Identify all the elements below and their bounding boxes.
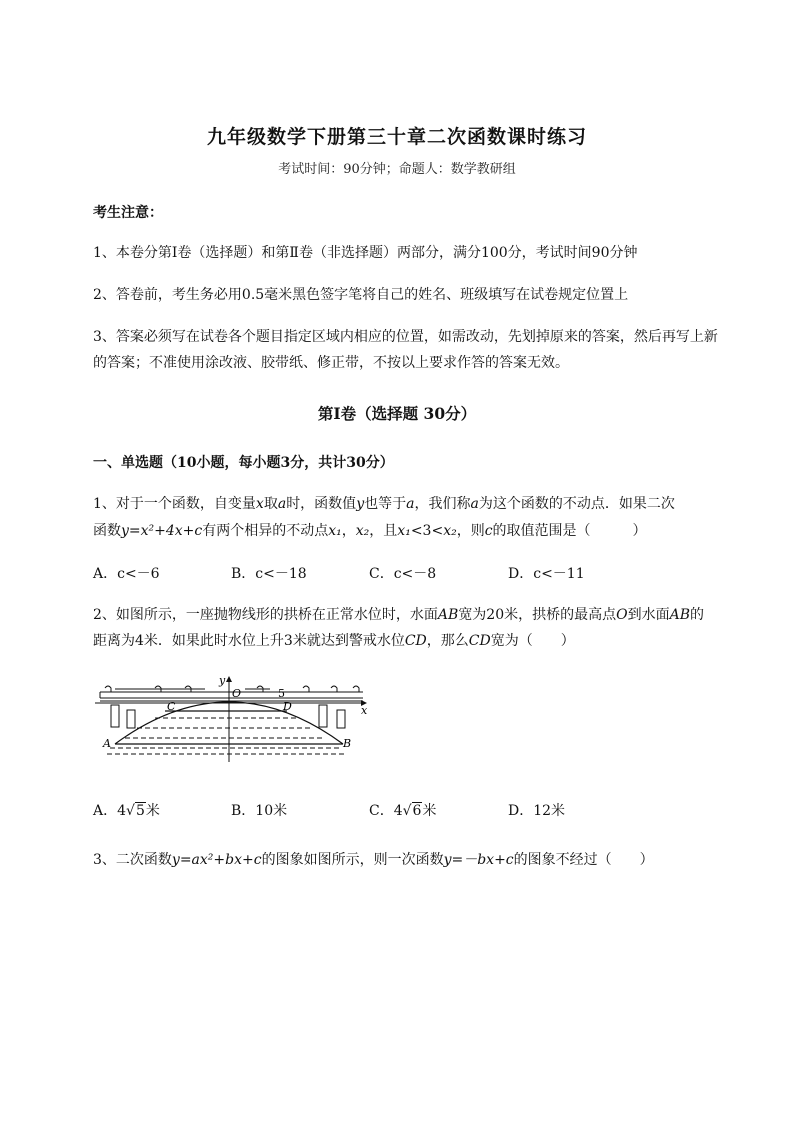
q1-text: 也等于 [364,496,407,512]
q1-option-b[interactable]: B．c<－18 [231,566,307,582]
q1-text: 时，函数值 [286,496,357,512]
q2-option-c[interactable] [369,800,436,820]
q1-text: ，我们称 [414,496,471,512]
q1-option-a[interactable]: A．c<－6 [93,566,160,582]
var-a: a [406,496,415,512]
section-title: 第Ⅰ卷（选择题 30分） [317,404,477,423]
exam-info: 考试时间：90分钟；命题人：数学教研组 [278,162,516,177]
label-y: y [219,674,226,687]
var-y: y [356,496,365,512]
q1-text: 取 [263,496,278,512]
q2-line-1 [93,604,704,624]
var-o: O [616,607,628,623]
var-x2: x₂ [355,523,370,539]
q1-text: 1、对于一个函数，自变量 [93,496,256,512]
y-axis-arrow [226,676,232,682]
var-a: a [470,496,479,512]
q2-text: 2、如图所示，一座抛物线形的拱桥在正常水位时，水面 [93,607,438,623]
q2-option-b[interactable]: B．10米 [231,803,288,819]
q1-text: ，且 [369,523,398,539]
q3-line [93,849,654,869]
q2-option-a[interactable] [93,800,160,820]
var-x1: x₁ [397,523,411,539]
notice-item-1: 1、本卷分第Ⅰ卷（选择题）和第Ⅱ卷（非选择题）两部分，满分100分，考试时间90分钟 [93,245,638,261]
page-title: 九年级数学下册第三十章二次函数课时练习 [206,126,587,148]
q2-option-d[interactable]: D．12米 [508,803,566,819]
var-c: c [484,523,493,539]
var-x2: x₂ [443,523,457,539]
option-text: 米 [145,803,160,819]
label-x: x [361,704,368,717]
radicand: 5 [135,803,145,819]
q2-text: 宽为20米，拱桥的最高点 [458,607,617,623]
option-text: 米 [422,803,437,819]
q3-text: 的图象不经过（ ） [513,852,654,868]
q1-text: 有两个相异的不动点 [202,523,329,539]
label-o: O [232,687,242,700]
q1-line-2 [93,520,647,540]
label-c: C [167,700,176,713]
q1-function: y=x²+4x+c [121,523,203,539]
q2-text: 到水面 [627,607,670,623]
q2-text: 的 [690,607,705,623]
q1-text: ，则 [456,523,485,539]
sqrt-symbol: √5 [126,803,145,819]
part-heading: 一、单选题（10小题，每小题3分，共计30分） [93,455,394,471]
label-five: 5 [278,687,285,700]
var-cd: CD [404,633,427,649]
option-text: C．4 [369,803,403,819]
var-x1: x₁ [328,523,342,539]
notice-item-3-line-1: 3、答案必须写在试卷各个题目指定区域内相应的位置，如需改动，先划掉原来的答案，然后再写上新 [93,329,718,345]
notice-item-3-line-2: 的答案；不准使用涂改液、胶带纸、修正带，不按以上要求作答的答案无效。 [93,355,569,371]
q3-text: 的图象如图所示，则一次函数 [261,852,444,868]
q2-text: 距离为4米．如果此时水位上升3米就达到警戒水位 [93,633,405,649]
bridge-figure [95,672,375,764]
q1-text: ， [341,523,356,539]
q1-option-c[interactable]: C．c<－8 [369,566,437,582]
q1-line-1 [93,493,675,513]
q3-linear: y=－bx+c [443,852,514,868]
radicand: 6 [412,803,422,819]
label-b: B [343,737,352,750]
q2-text: 宽为（ ） [490,633,575,649]
option-text: A．4 [93,803,127,819]
q3-text: 3、二次函数 [93,852,172,868]
notice-heading: 考生注意： [93,205,163,221]
q2-line-2 [93,630,575,650]
var-cd: CD [468,633,491,649]
q3-quadratic: y=ax²+bx+c [171,852,262,868]
var-ab: AB [669,607,691,623]
sqrt-symbol: √6 [402,803,422,819]
q1-text: 的取值范围是（ ） [492,523,647,539]
q1-text: 为这个函数的不动点．如果二次 [478,496,675,512]
var-ab: AB [437,607,459,623]
var-x: x [255,496,264,512]
notice-item-2: 2、答卷前，考生务必用0.5毫米黑色签字笔将自己的姓名、班级填写在试卷规定位置上 [93,287,629,303]
q1-option-d[interactable]: D．c<－11 [508,566,585,582]
q2-text: ，那么 [426,633,469,649]
var-a: a [277,496,287,512]
label-a: A [103,737,111,750]
q1-text: 函数 [93,523,121,539]
q1-inequality: <3< [410,523,444,539]
label-d: D [283,700,292,713]
